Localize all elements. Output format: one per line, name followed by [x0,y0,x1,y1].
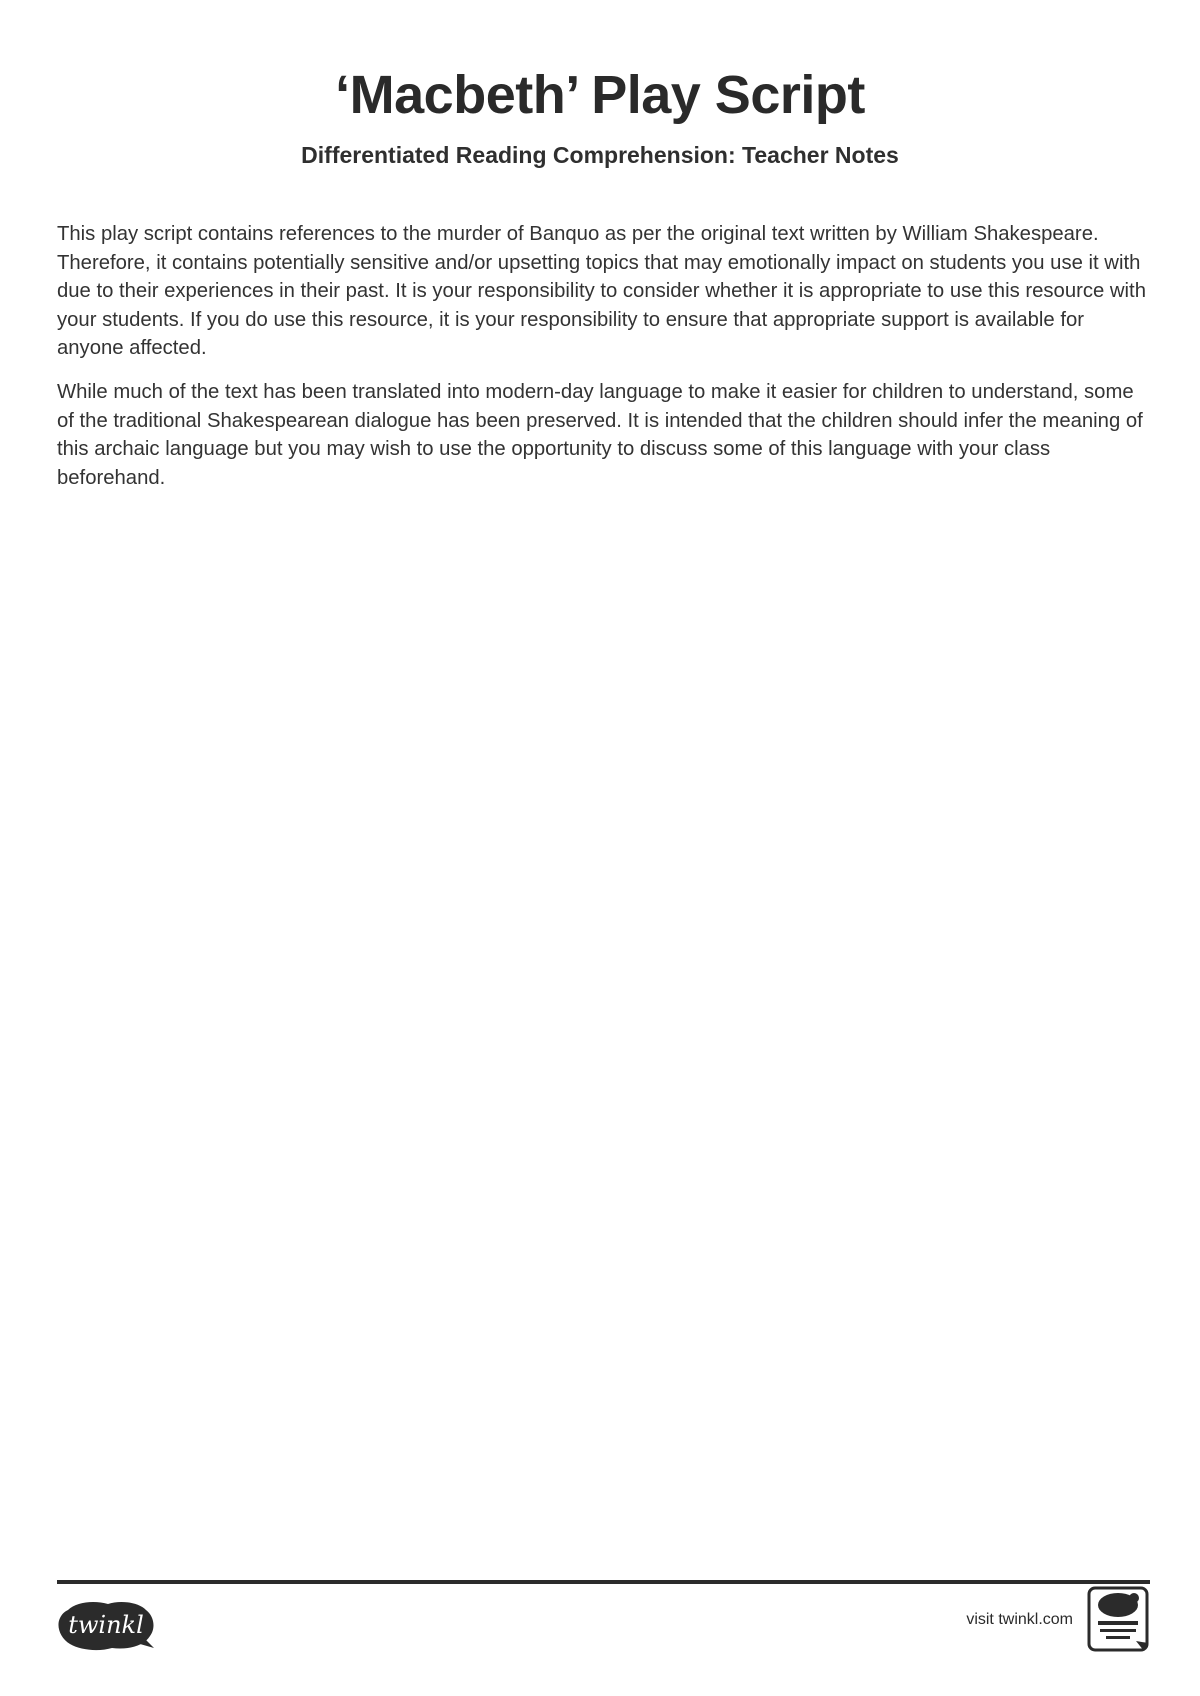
page-subtitle: Differentiated Reading Comprehension: Teacher Notes [301,142,899,168]
quality-standard-approved-badge-icon [1086,1585,1152,1655]
visit-twinkl-link[interactable]: visit twinkl.com [966,1611,1073,1628]
notes-paragraph-2: While much of the text has been translated into modern-day language to make it easier for children to understand, some of the traditional Shakespearean dialogue has been preserved. It is intended that the children should infer the meaning of this archaic language but you may wish to use the opportunity to discuss some of this language with your class beforehand. [57,380,1143,489]
notes-paragraph-1: This play script contains references to the murder of Banquo as per the original text written by William Shakespeare. Therefore, it contains potentially sensitive and/or upsetting topics that may emotionally impact on students you use it with due to their experiences in their past. It is your responsibility to consider whether it is appropriate to use this resource with your students. If you do use this resource, it is your responsibility to ensure that appropriate support is available for anyone affected. [57,223,1146,360]
footer-divider [57,1580,1150,1584]
twinkl-logo-text: twinkl [68,1611,144,1639]
teacher-notes [57,220,1147,507]
page-title: ‘Macbeth’ Play Script [335,65,865,125]
